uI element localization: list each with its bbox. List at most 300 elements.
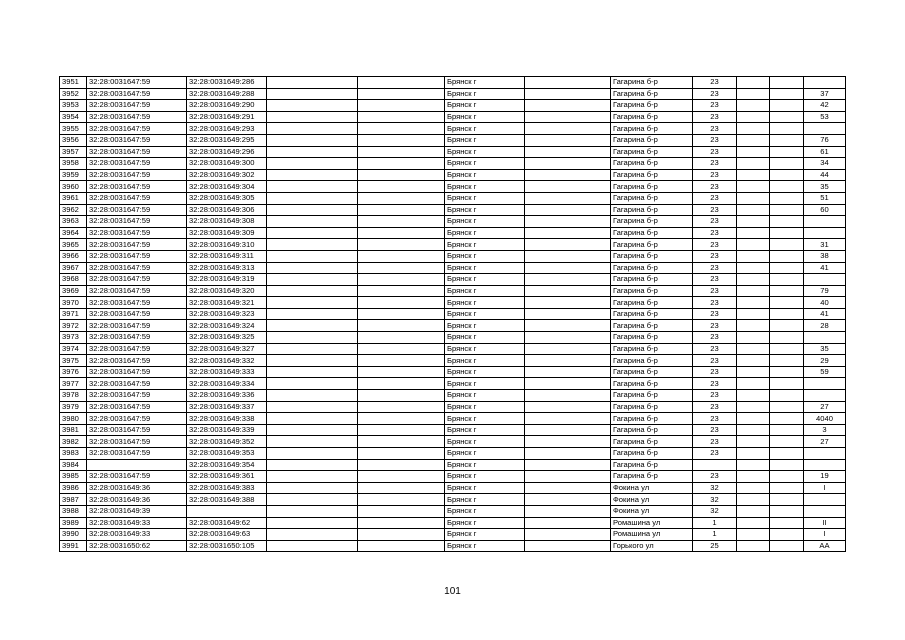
cell-city: Брянск г — [445, 88, 525, 100]
cell-blank-a — [267, 413, 358, 425]
cell-house: 23 — [693, 123, 737, 135]
cell-apartment: 59 — [804, 366, 846, 378]
cell-city: Брянск г — [445, 216, 525, 228]
cell-street: Гагарина б-р — [611, 448, 693, 460]
cell-city: Брянск г — [445, 262, 525, 274]
cell-city: Брянск г — [445, 320, 525, 332]
cell-street: Гагарина б-р — [611, 77, 693, 89]
cell-row-number: 3975 — [60, 355, 87, 367]
cell-cadastral-number: 32:28:0031649:304 — [187, 181, 267, 193]
table-row — [60, 216, 846, 228]
cell-parent-cadastral: 32:28:0031647:59 — [87, 366, 187, 378]
cell-blank-a — [267, 332, 358, 344]
cell-house: 23 — [693, 390, 737, 402]
cell-city: Брянск г — [445, 529, 525, 541]
cell-cadastral-number: 32:28:0031649:290 — [187, 100, 267, 112]
cell-city: Брянск г — [445, 366, 525, 378]
cell-city: Брянск г — [445, 181, 525, 193]
cell-blank-d — [737, 401, 770, 413]
cell-blank-c — [525, 343, 611, 355]
cell-blank-b — [358, 413, 445, 425]
table-row — [60, 134, 846, 146]
table-row — [60, 355, 846, 367]
cell-row-number: 3974 — [60, 343, 87, 355]
cell-parent-cadastral: 32:28:0031650:62 — [87, 540, 187, 552]
table-row — [60, 308, 846, 320]
cell-blank-d — [737, 250, 770, 262]
cell-cadastral-number: 32:28:0031649:319 — [187, 274, 267, 286]
cell-row-number: 3988 — [60, 505, 87, 517]
cell-cadastral-number — [187, 505, 267, 517]
cell-row-number: 3979 — [60, 401, 87, 413]
cell-blank-e — [770, 529, 804, 541]
cell-blank-a — [267, 482, 358, 494]
cell-blank-d — [737, 459, 770, 471]
cell-blank-d — [737, 308, 770, 320]
cell-house: 23 — [693, 320, 737, 332]
cell-row-number: 3973 — [60, 332, 87, 344]
cell-row-number: 3960 — [60, 181, 87, 193]
cell-blank-e — [770, 216, 804, 228]
cell-cadastral-number: 32:28:0031649:327 — [187, 343, 267, 355]
cell-blank-b — [358, 343, 445, 355]
cell-apartment — [804, 390, 846, 402]
table-row — [60, 169, 846, 181]
cell-blank-c — [525, 262, 611, 274]
cell-street: Гагарина б-р — [611, 88, 693, 100]
cell-city: Брянск г — [445, 355, 525, 367]
cell-blank-c — [525, 413, 611, 425]
cell-blank-e — [770, 355, 804, 367]
cell-house: 23 — [693, 401, 737, 413]
cell-apartment: 41 — [804, 308, 846, 320]
cell-street: Гагарина б-р — [611, 111, 693, 123]
cell-cadastral-number: 32:28:0031649:63 — [187, 529, 267, 541]
cell-row-number: 3982 — [60, 436, 87, 448]
cell-blank-e — [770, 169, 804, 181]
table-row — [60, 413, 846, 425]
cell-house: 32 — [693, 505, 737, 517]
table-row — [60, 204, 846, 216]
cell-blank-a — [267, 77, 358, 89]
cell-row-number: 3987 — [60, 494, 87, 506]
cell-blank-b — [358, 436, 445, 448]
cell-blank-e — [770, 285, 804, 297]
cell-row-number: 3971 — [60, 308, 87, 320]
cell-blank-b — [358, 366, 445, 378]
cell-blank-b — [358, 401, 445, 413]
cell-house: 23 — [693, 297, 737, 309]
cell-parent-cadastral: 32:28:0031647:59 — [87, 436, 187, 448]
cell-blank-c — [525, 355, 611, 367]
cell-blank-e — [770, 262, 804, 274]
cell-blank-a — [267, 517, 358, 529]
cell-street: Гагарина б-р — [611, 262, 693, 274]
cell-cadastral-number: 32:28:0031649:305 — [187, 192, 267, 204]
cell-blank-c — [525, 146, 611, 158]
cell-cadastral-number: 32:28:0031649:339 — [187, 424, 267, 436]
cell-house: 23 — [693, 308, 737, 320]
cell-blank-c — [525, 517, 611, 529]
cell-parent-cadastral: 32:28:0031647:59 — [87, 448, 187, 460]
cell-city: Брянск г — [445, 448, 525, 460]
cell-parent-cadastral: 32:28:0031647:59 — [87, 250, 187, 262]
cell-parent-cadastral: 32:28:0031647:59 — [87, 216, 187, 228]
cell-apartment — [804, 459, 846, 471]
cell-blank-a — [267, 448, 358, 460]
cell-blank-c — [525, 448, 611, 460]
cell-blank-e — [770, 204, 804, 216]
cell-cadastral-number: 32:28:0031649:336 — [187, 390, 267, 402]
table-row — [60, 366, 846, 378]
cell-blank-d — [737, 494, 770, 506]
cell-blank-b — [358, 169, 445, 181]
cell-blank-d — [737, 146, 770, 158]
cell-street: Гагарина б-р — [611, 320, 693, 332]
cell-apartment: 31 — [804, 239, 846, 251]
cell-row-number: 3972 — [60, 320, 87, 332]
cell-blank-c — [525, 77, 611, 89]
cell-house: 32 — [693, 494, 737, 506]
cell-cadastral-number: 32:28:0031649:300 — [187, 158, 267, 170]
cell-apartment: 27 — [804, 436, 846, 448]
cell-house: 23 — [693, 378, 737, 390]
cell-blank-e — [770, 343, 804, 355]
cell-cadastral-number: 32:28:0031649:293 — [187, 123, 267, 135]
cell-street: Гагарина б-р — [611, 471, 693, 483]
cell-apartment: 29 — [804, 355, 846, 367]
cell-parent-cadastral: 32:28:0031647:59 — [87, 413, 187, 425]
cell-street: Гагарина б-р — [611, 216, 693, 228]
cell-blank-c — [525, 123, 611, 135]
table-row — [60, 424, 846, 436]
cell-blank-c — [525, 216, 611, 228]
cell-blank-e — [770, 88, 804, 100]
cell-blank-a — [267, 111, 358, 123]
cell-apartment: 51 — [804, 192, 846, 204]
cell-parent-cadastral: 32:28:0031647:59 — [87, 169, 187, 181]
cell-row-number: 3961 — [60, 192, 87, 204]
cell-row-number: 3965 — [60, 239, 87, 251]
cell-apartment — [804, 216, 846, 228]
cell-blank-b — [358, 297, 445, 309]
cell-city: Брянск г — [445, 505, 525, 517]
cell-blank-c — [525, 297, 611, 309]
cell-blank-d — [737, 227, 770, 239]
table-row — [60, 285, 846, 297]
cell-blank-a — [267, 378, 358, 390]
cell-street: Гагарина б-р — [611, 158, 693, 170]
cell-house: 23 — [693, 169, 737, 181]
cell-city: Брянск г — [445, 424, 525, 436]
cell-city: Брянск г — [445, 169, 525, 181]
cell-blank-b — [358, 332, 445, 344]
table-row — [60, 448, 846, 460]
cell-apartment: 34 — [804, 158, 846, 170]
cell-cadastral-number: 32:28:0031649:295 — [187, 134, 267, 146]
cell-blank-e — [770, 227, 804, 239]
cell-street: Гагарина б-р — [611, 169, 693, 181]
cell-house: 23 — [693, 355, 737, 367]
cell-city: Брянск г — [445, 459, 525, 471]
cell-row-number: 3953 — [60, 100, 87, 112]
table-row — [60, 459, 846, 471]
cell-blank-d — [737, 158, 770, 170]
cell-house: 23 — [693, 366, 737, 378]
table-row — [60, 239, 846, 251]
cell-row-number: 3957 — [60, 146, 87, 158]
cell-city: Брянск г — [445, 227, 525, 239]
cell-cadastral-number: 32:28:0031649:302 — [187, 169, 267, 181]
cell-blank-e — [770, 100, 804, 112]
cell-row-number: 3952 — [60, 88, 87, 100]
cell-parent-cadastral: 32:28:0031647:59 — [87, 204, 187, 216]
cell-parent-cadastral: 32:28:0031647:59 — [87, 274, 187, 286]
cell-blank-e — [770, 424, 804, 436]
cell-city: Брянск г — [445, 204, 525, 216]
cell-blank-b — [358, 471, 445, 483]
cell-blank-b — [358, 250, 445, 262]
cell-row-number: 3964 — [60, 227, 87, 239]
cell-street: Гагарина б-р — [611, 181, 693, 193]
cell-house: 23 — [693, 88, 737, 100]
cell-parent-cadastral: 32:28:0031649:36 — [87, 482, 187, 494]
cell-blank-c — [525, 332, 611, 344]
cell-blank-b — [358, 285, 445, 297]
cell-blank-e — [770, 401, 804, 413]
cell-city: Брянск г — [445, 540, 525, 552]
cell-row-number: 3977 — [60, 378, 87, 390]
cell-blank-e — [770, 436, 804, 448]
cell-parent-cadastral: 32:28:0031647:59 — [87, 355, 187, 367]
cell-blank-a — [267, 308, 358, 320]
cell-blank-e — [770, 250, 804, 262]
table-row — [60, 181, 846, 193]
cell-cadastral-number: 32:28:0031649:354 — [187, 459, 267, 471]
cell-street: Гагарина б-р — [611, 390, 693, 402]
cell-street: Гагарина б-р — [611, 134, 693, 146]
cell-blank-a — [267, 297, 358, 309]
cell-blank-b — [358, 192, 445, 204]
cell-blank-b — [358, 390, 445, 402]
cell-house: 23 — [693, 134, 737, 146]
cell-blank-b — [358, 111, 445, 123]
cell-parent-cadastral: 32:28:0031647:59 — [87, 308, 187, 320]
cell-parent-cadastral: 32:28:0031647:59 — [87, 424, 187, 436]
cell-blank-c — [525, 111, 611, 123]
cell-apartment: 35 — [804, 343, 846, 355]
cell-city: Брянск г — [445, 482, 525, 494]
cell-street: Гагарина б-р — [611, 250, 693, 262]
cell-row-number: 3959 — [60, 169, 87, 181]
cell-row-number: 3980 — [60, 413, 87, 425]
cell-blank-b — [358, 517, 445, 529]
cell-house: 23 — [693, 204, 737, 216]
cell-blank-a — [267, 459, 358, 471]
cell-cadastral-number: 32:28:0031649:333 — [187, 366, 267, 378]
cell-blank-d — [737, 192, 770, 204]
cell-house: 23 — [693, 448, 737, 460]
cell-city: Брянск г — [445, 123, 525, 135]
cell-cadastral-number: 32:28:0031649:325 — [187, 332, 267, 344]
cell-cadastral-number: 32:28:0031649:353 — [187, 448, 267, 460]
cell-blank-a — [267, 169, 358, 181]
cell-blank-d — [737, 448, 770, 460]
cell-parent-cadastral: 32:28:0031647:59 — [87, 146, 187, 158]
cell-house: 23 — [693, 158, 737, 170]
cell-blank-d — [737, 181, 770, 193]
cell-blank-e — [770, 181, 804, 193]
cell-house: 23 — [693, 262, 737, 274]
table-row — [60, 77, 846, 89]
cell-row-number: 3963 — [60, 216, 87, 228]
cell-blank-b — [358, 308, 445, 320]
cell-blank-a — [267, 401, 358, 413]
cell-blank-d — [737, 378, 770, 390]
cell-blank-c — [525, 540, 611, 552]
cell-blank-a — [267, 320, 358, 332]
cell-parent-cadastral: 32:28:0031647:59 — [87, 123, 187, 135]
cell-blank-a — [267, 343, 358, 355]
cell-apartment: 40 — [804, 297, 846, 309]
cell-blank-a — [267, 471, 358, 483]
cell-blank-a — [267, 239, 358, 251]
cell-apartment: I — [804, 482, 846, 494]
table-row — [60, 192, 846, 204]
cell-city: Брянск г — [445, 378, 525, 390]
table-row — [60, 482, 846, 494]
cell-cadastral-number: 32:28:0031649:296 — [187, 146, 267, 158]
cell-blank-d — [737, 297, 770, 309]
cell-blank-e — [770, 308, 804, 320]
cell-blank-a — [267, 424, 358, 436]
table-row — [60, 227, 846, 239]
cell-city: Брянск г — [445, 285, 525, 297]
cell-street: Гагарина б-р — [611, 227, 693, 239]
cell-city: Брянск г — [445, 77, 525, 89]
cell-parent-cadastral: 32:28:0031647:59 — [87, 88, 187, 100]
cell-apartment — [804, 505, 846, 517]
cell-street: Гагарина б-р — [611, 239, 693, 251]
cell-street: Фокина ул — [611, 505, 693, 517]
cell-apartment — [804, 77, 846, 89]
cell-city: Брянск г — [445, 401, 525, 413]
cell-blank-c — [525, 88, 611, 100]
table-row — [60, 146, 846, 158]
cell-cadastral-number: 32:28:0031649:310 — [187, 239, 267, 251]
cell-blank-b — [358, 146, 445, 158]
cell-blank-d — [737, 134, 770, 146]
cell-house: 23 — [693, 181, 737, 193]
cell-blank-c — [525, 366, 611, 378]
cell-blank-d — [737, 436, 770, 448]
cell-blank-d — [737, 529, 770, 541]
cell-cadastral-number: 32:28:0031649:309 — [187, 227, 267, 239]
cell-parent-cadastral: 32:28:0031647:59 — [87, 192, 187, 204]
cell-blank-d — [737, 274, 770, 286]
cell-blank-d — [737, 285, 770, 297]
cell-house: 23 — [693, 332, 737, 344]
cell-apartment — [804, 332, 846, 344]
cell-street: Гагарина б-р — [611, 297, 693, 309]
cell-blank-a — [267, 436, 358, 448]
cell-row-number: 3966 — [60, 250, 87, 262]
cell-blank-e — [770, 471, 804, 483]
cell-row-number: 3968 — [60, 274, 87, 286]
cell-blank-e — [770, 332, 804, 344]
cell-blank-d — [737, 517, 770, 529]
cell-blank-c — [525, 134, 611, 146]
cell-blank-d — [737, 111, 770, 123]
cell-blank-a — [267, 366, 358, 378]
cell-city: Брянск г — [445, 134, 525, 146]
table-row — [60, 88, 846, 100]
cell-cadastral-number: 32:28:0031649:320 — [187, 285, 267, 297]
cell-apartment: 53 — [804, 111, 846, 123]
cell-cadastral-number: 32:28:0031649:321 — [187, 297, 267, 309]
cell-blank-d — [737, 332, 770, 344]
cell-blank-a — [267, 134, 358, 146]
cell-blank-e — [770, 77, 804, 89]
cell-blank-c — [525, 436, 611, 448]
cell-parent-cadastral: 32:28:0031647:59 — [87, 378, 187, 390]
cell-blank-a — [267, 204, 358, 216]
cell-row-number: 3986 — [60, 482, 87, 494]
cell-blank-b — [358, 482, 445, 494]
cell-blank-b — [358, 459, 445, 471]
cell-row-number: 3990 — [60, 529, 87, 541]
cell-row-number: 3985 — [60, 471, 87, 483]
cell-parent-cadastral: 32:28:0031647:59 — [87, 134, 187, 146]
table-row — [60, 332, 846, 344]
cell-city: Брянск г — [445, 308, 525, 320]
cell-city: Брянск г — [445, 390, 525, 402]
cell-street: Гагарина б-р — [611, 308, 693, 320]
cell-cadastral-number: 32:28:0031649:311 — [187, 250, 267, 262]
cell-cadastral-number: 32:28:0031649:352 — [187, 436, 267, 448]
cell-blank-b — [358, 123, 445, 135]
table-row — [60, 297, 846, 309]
cell-blank-e — [770, 505, 804, 517]
cell-blank-a — [267, 88, 358, 100]
cell-row-number: 3984 — [60, 459, 87, 471]
cell-blank-b — [358, 529, 445, 541]
cell-house: 32 — [693, 482, 737, 494]
cell-blank-e — [770, 482, 804, 494]
cell-row-number: 3991 — [60, 540, 87, 552]
table-row — [60, 262, 846, 274]
cell-city: Брянск г — [445, 413, 525, 425]
cell-blank-e — [770, 459, 804, 471]
cell-blank-b — [358, 262, 445, 274]
cell-city: Брянск г — [445, 239, 525, 251]
cell-blank-b — [358, 88, 445, 100]
cell-blank-c — [525, 320, 611, 332]
cell-street: Гагарина б-р — [611, 100, 693, 112]
cell-blank-e — [770, 123, 804, 135]
cell-blank-a — [267, 216, 358, 228]
cell-blank-c — [525, 505, 611, 517]
table-row — [60, 517, 846, 529]
cell-house: 23 — [693, 239, 737, 251]
cell-blank-c — [525, 285, 611, 297]
cell-blank-d — [737, 100, 770, 112]
cell-apartment: 3 — [804, 424, 846, 436]
cell-blank-a — [267, 494, 358, 506]
cell-apartment: 44 — [804, 169, 846, 181]
cell-blank-b — [358, 494, 445, 506]
cell-row-number: 3958 — [60, 158, 87, 170]
